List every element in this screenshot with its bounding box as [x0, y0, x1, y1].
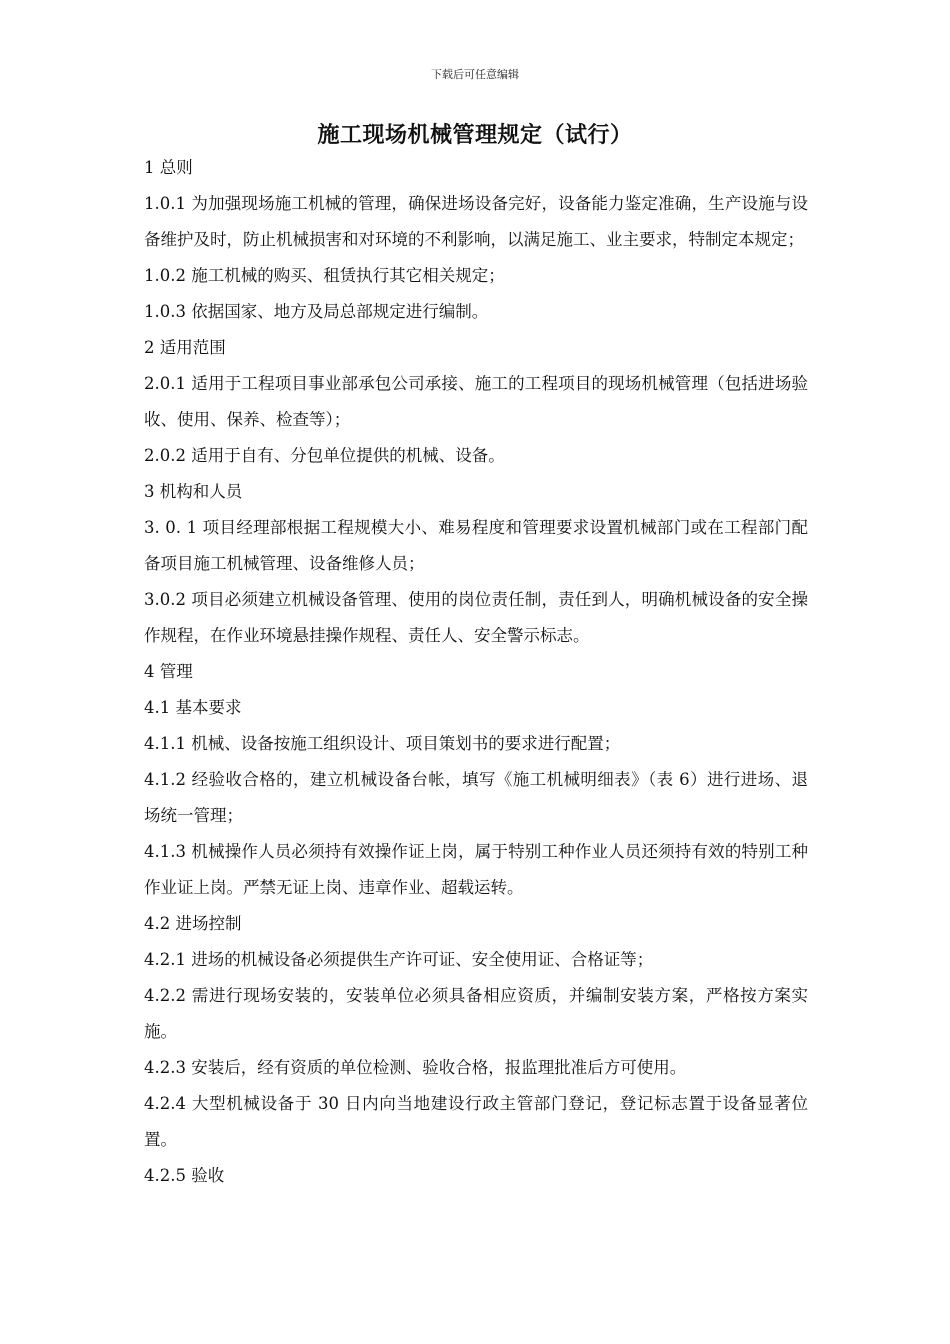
paragraph: 2.0.1 适用于工程项目事业部承包公司承接、施工的工程项目的现场机械管理（包括进场验收、使用、保养、检查等）； — [144, 374, 808, 429]
paragraph: 2.0.2 适用于自有、分包单位提供的机械、设备。 — [144, 446, 505, 465]
paragraph: 1.0.1 为加强现场施工机械的管理，确保进场设备完好，设备能力鉴定准确，生产设施与设备维护及时，防止机械损害和对环境的不利影响，以满足施工、业主要求，特制定本规定； — [144, 194, 808, 249]
paragraph: 3.0.2 项目必须建立机械设备管理、使用的岗位责任制，责任到人，明确机械设备的安全操作规程，在作业环境悬挂操作规程、责任人、安全警示标志。 — [144, 590, 808, 645]
document-body — [144, 150, 808, 1194]
subsection-heading: 4.1 基本要求 — [144, 698, 242, 717]
document-title: 施工现场机械管理规定（试行） — [317, 122, 633, 148]
paragraph: 4.2.4 大型机械设备于 30 日内向当地建设行政主管部门登记，登记标志置于设备显著位置。 — [144, 1094, 808, 1149]
paragraph: 1.0.3 依据国家、地方及局总部规定进行编制。 — [144, 302, 489, 321]
section-heading: 3 机构和人员 — [144, 482, 243, 501]
paragraph: 4.2.1 进场的机械设备必须提供生产许可证、安全使用证、合格证等； — [144, 950, 654, 969]
paragraph: 4.1.3 机械操作人员必须持有效操作证上岗，属于特别工种作业人员还须持有效的特别工种作业证上岗。严禁无证上岗、违章作业、超载运转。 — [144, 842, 808, 897]
paragraph: 4.2.3 安装后，经有资质的单位检测、验收合格，报监理批准后方可使用。 — [144, 1058, 687, 1077]
subsection-heading: 4.2 进场控制 — [144, 914, 242, 933]
paragraph: 4.2.2 需进行现场安装的，安装单位必须具备相应资质，并编制安装方案，严格按方案实施。 — [144, 986, 808, 1041]
section-heading: 2 适用范围 — [144, 338, 226, 357]
paragraph: 4.1.1 机械、设备按施工组织设计、项目策划书的要求进行配置； — [144, 734, 621, 753]
paragraph: 4.2.5 验收 — [144, 1166, 225, 1185]
paragraph: 3. 0. 1 项目经理部根据工程规模大小、难易程度和管理要求设置机械部门或在工程部门配备项目施工机械管理、设备维修人员； — [144, 518, 808, 573]
paragraph: 1.0.2 施工机械的购买、租赁执行其它相关规定； — [144, 266, 505, 285]
paragraph: 4.1.2 经验收合格的，建立机械设备台帐，填写《施工机械明细表》（表 6）进行进场、退场统一管理； — [144, 770, 808, 825]
header-note: 下载后可任意编辑 — [431, 68, 519, 81]
section-heading: 1 总则 — [144, 158, 193, 177]
section-heading: 4 管理 — [144, 662, 193, 681]
